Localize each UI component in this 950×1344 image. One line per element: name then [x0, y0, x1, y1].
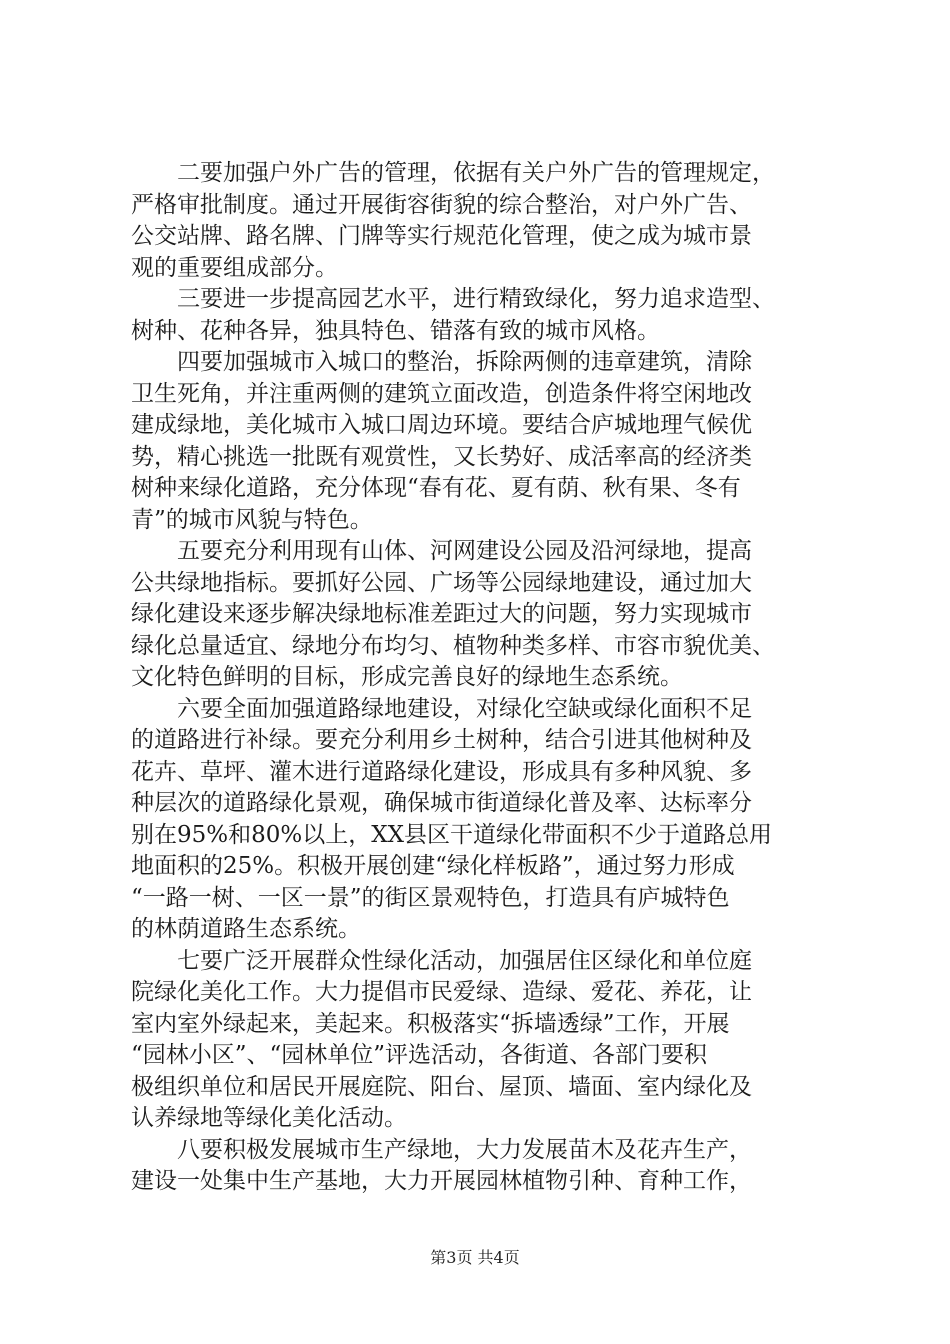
text-line: 严格审批制度。通过开展街容街貌的综合整治，对户外广告、 — [131, 191, 752, 218]
text-line: 六要全面加强道路绿地建设，对绿化空缺或绿化面积不足 — [177, 695, 752, 722]
text-line: 院绿化美化工作。大力提倡市民爱绿、造绿、爱花、养花，让 — [131, 979, 752, 1005]
text-line: 地面积的25%。积极开展创建“绿化样板路”，通过努力形成 — [131, 853, 735, 879]
text-line: 绿化总量适宜、绿地分布均匀、植物种类多样、市容市貌优美、 — [131, 632, 775, 659]
text-line: 公共绿地指标。要抓好公园、广场等公园绿地建设，通过加大 — [131, 569, 752, 596]
text-line: 的道路进行补绿。要充分利用乡土树种，结合引进其他树种及 — [131, 727, 752, 753]
text-line: 室内室外绿起来，美起来。积极落实“拆墙透绿”工作，开展 — [131, 1010, 730, 1037]
page-footer: 第3页 共4页 — [430, 1248, 520, 1267]
paragraph — [131, 158, 861, 284]
text-line: 认养绿地等绿化美化活动。 — [131, 1105, 407, 1131]
text-line: “一路一树、一区一景”的街区景观特色，打造具有庐城特色 — [131, 884, 730, 911]
text-line: 八要积极发展城市生产绿地，大力发展苗木及花卉生产， — [177, 1136, 752, 1163]
text-line: 文化特色鲜明的目标，形成完善良好的绿地生态系统。 — [131, 664, 683, 690]
text-line: 二要加强户外广告的管理，依据有关户外广告的管理规定， — [177, 160, 775, 186]
text-line: 势，精心挑选一批既有观赏性，又长势好、成活率高的经济类 — [131, 443, 752, 470]
text-line: 树种来绿化道路，充分体现“春有花、夏有荫、秋有果、冬有 — [131, 475, 741, 501]
text-line: 种层次的道路绿化景观，确保城市街道绿化普及率、达标率分 — [131, 790, 752, 816]
text-line: 的林荫道路生态系统。 — [131, 916, 361, 942]
text-line: 七要广泛开展群众性绿化活动，加强居住区绿化和单位庭 — [177, 947, 752, 974]
text-line: 青”的城市风貌与特色。 — [131, 506, 373, 533]
text-line: 建设一处集中生产基地，大力开展园林植物引种、育种工作， — [131, 1168, 752, 1194]
text-line: 卫生死角，并注重两侧的建筑立面改造，创造条件将空闲地改 — [131, 380, 752, 407]
paragraph — [131, 1135, 861, 1198]
text-line: 树种、花种各异，独具特色、错落有致的城市风格。 — [131, 317, 660, 344]
paragraph — [131, 284, 861, 347]
document-body — [131, 158, 861, 1198]
text-line: 四要加强城市入城口的整治，拆除两侧的违章建筑，清除 — [177, 349, 752, 375]
paragraph — [131, 946, 861, 1135]
paragraph — [131, 694, 861, 946]
text-line: 公交站牌、路名牌、门牌等实行规范化管理，使之成为城市景 — [131, 223, 752, 249]
text-line: 绿化建设来逐步解决绿地标准差距过大的问题，努力实现城市 — [131, 601, 752, 627]
text-line: 五要充分利用现有山体、河网建设公园及沿河绿地，提高 — [177, 538, 752, 564]
text-line: 花卉、草坪、灌木进行道路绿化建设，形成具有多种风貌、多 — [131, 758, 752, 785]
paragraph — [131, 347, 861, 536]
text-line: 三要进一步提高园艺水平，进行精致绿化，努力追求造型、 — [177, 286, 775, 312]
text-line: 极组织单位和居民开展庭院、阳台、屋顶、墙面、室内绿化及 — [131, 1073, 752, 1100]
text-line: 观的重要组成部分。 — [131, 254, 338, 281]
text-line: 建成绿地，美化城市入城口周边环境。要结合庐城地理气候优 — [131, 412, 752, 438]
paragraph — [131, 536, 861, 694]
text-line: 别在95%和80%以上，XX县区干道绿化带面积不少于道路总用 — [131, 821, 772, 848]
text-line: “园林小区”、“园林单位”评选活动，各街道、各部门要积 — [131, 1042, 708, 1068]
